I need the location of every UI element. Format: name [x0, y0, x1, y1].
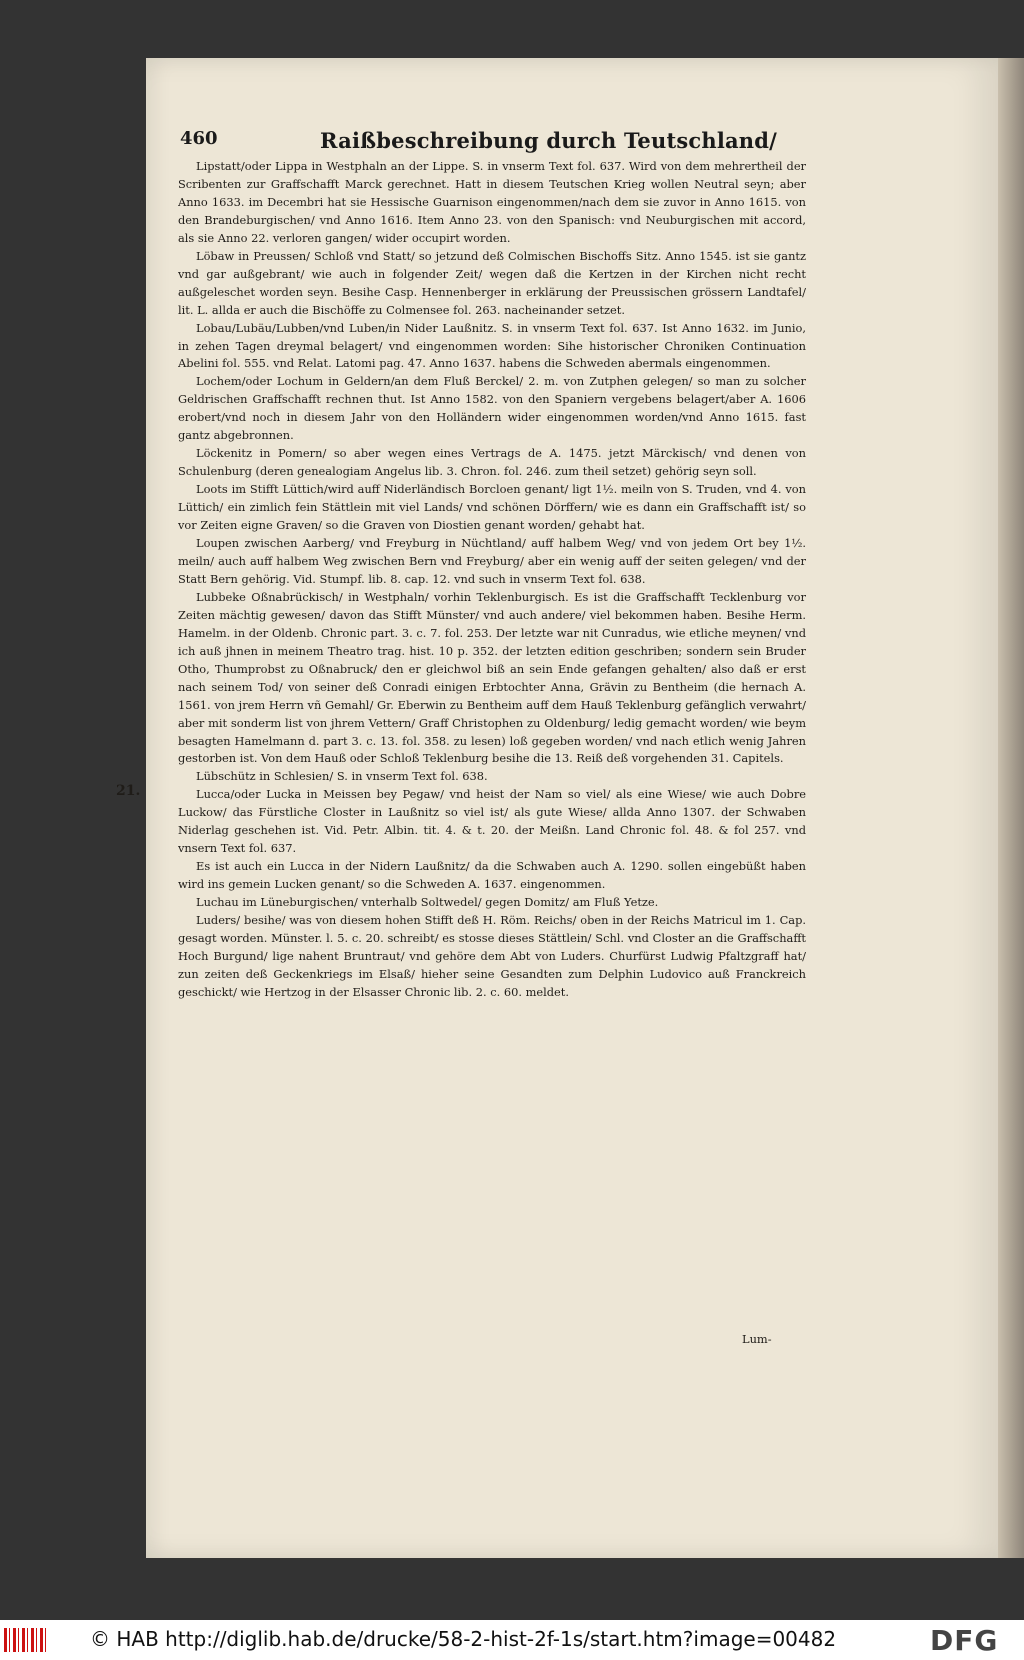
entry-luebschuetz: Lübschütz in Schlesien/ S. in vnserm Text fol. 638.: [196, 769, 488, 784]
running-title: Raißbeschreibung durch Teutschland/: [320, 128, 778, 153]
entry-loeckenitz: Löckenitz in Pomern/ so aber wegen eines Vertrags de A. 1475. jetzt Märckisch/ vnd denen von Schulenburg (deren genealogiam Angelus lib. 3. Chron. fol. 246. zum theil setzet) gehörig seyn soll.: [178, 446, 806, 479]
entry-lucca: Lucca/oder Lucka in Meissen bey Pegaw/ vnd heist der Nam so viel/ als eine Wiese/ wie auch Dobre Luckow/ das Fürstliche Closter in Laußnitz so viel ist/ als gute Wiese/ allda Anno 1307. der Schwaben Niderlag geschehen ist. Vid. Petr. Albin. tit. 4. & t. 20. der Meißn. Land Chronic fol. 48. & fol 257. vnd vnsern Text fol. 637.: [178, 787, 806, 856]
catchword: Lum-: [742, 1332, 772, 1346]
margin-note: 21.: [116, 783, 141, 799]
entry-luchau: Luchau im Lüneburgischen/ vnterhalb Soltwedel/ gegen Domitz/ am Fluß Yetze.: [196, 895, 659, 910]
entry-lochem: Lochem/oder Lochum in Geldern/an dem Fluß Berckel/ 2. m. von Zutphen gelegen/ so man zu solcher Geldrischen Graffschafft rechnen thut. Ist Anno 1582. von den Spaniern vergebens belagert/aber A. 1606 erobert/vnd noch in diesem Jahr von den Holländern wider eingenommen worden/vnd Anno 1615. fast gantz abgebronnen.: [178, 374, 806, 443]
source-url[interactable]: © HAB http://diglib.hab.de/drucke/58-2-hist-2f-1s/start.htm?image=00482: [90, 1627, 837, 1651]
entry-luders: Luders/ besihe/ was von diesem hohen Stifft deß H. Röm. Reichs/ oben in der Reichs Matricul im 1. Cap. gesagt worden. Münster. l. 5. c. 20. schreibt/ es stosse dieses Stättlein/ Schl. vnd Closter an die Graffschafft Hoch Burgund/ lige nahent Bruntraut/ vnd gehöre dem Abt von Luders. Churfürst Ludwig Pfaltzgraff hat/ zun zeiten deß Geckenkriegs im Elsaß/ hieher seine Gesandten zum Delphin Ludovico auß Franckreich geschickt/ wie Hertzog in der Elsasser Chronic lib. 2. c. 60. meldet.: [178, 913, 806, 999]
page-number: 460: [180, 128, 218, 149]
entry-lucca-lausnitz: Es ist auch ein Lucca in der Nidern Laußnitz/ da die Schwaben auch A. 1290. sollen eingebüßt haben wird ins gemein Lucken genant/ so die Schweden A. 1637. eingenommen.: [178, 859, 806, 892]
book-edge: [998, 58, 1024, 1558]
entry-lipstatt: Lipstatt/oder Lippa in Westphaln an der Lippe. S. in vnserm Text fol. 637. Wird von dem mehrertheil der Scribenten zur Graffschafft Marck gerechnet. Hatt in diesem Teutschen Krieg wollen Neutral seyn; aber Anno 1633. im Decembri hat sie Hessische Guarnison eingenommen/nach dem sie zuvor in Anno 1615. von den Brandeburgischen/ vnd Anno 1616. Item Anno 23. von den Spanisch: vnd Neuburgischen mit accord, als sie Anno 22. verloren gangen/ wider occupirt worden.: [178, 159, 806, 245]
entry-loebaw: Löbaw in Preussen/ Schloß vnd Statt/ so jetzund deß Colmischen Bischoffs Sitz. Anno 1545. ist sie gantz vnd gar außgebrant/ wie auch in folgender Zeit/ wegen daß die Kertzen in der Kirchen nicht recht außgeleschet worden seyn. Besihe Casp. Hennenberger in erklärung der Preussischen grössern Landtafel/ lit. L. allda er auch die Bischöffe zu Colmensee fol. 263. nacheinander setzet.: [178, 248, 806, 317]
viewer-footer: [0, 1620, 1024, 1660]
page-body: [178, 158, 806, 1353]
dfg-logo: DFG: [930, 1624, 999, 1657]
entry-lubbeke: Lubbeke Oßnabrückisch/ in Westphaln/ vorhin Teklenburgisch. Es ist die Graffschafft Tecklenburg vor Zeiten mächtig gewesen/ davon das Stifft Münster/ vnd auch andere/ viel bekommen haben. Besihe Herm. Hamelm. in der Oldenb. Chronic part. 3. c. 7. fol. 253. Der letzte war nit Cunradus, wie etliche meynen/ vnd ich auß jhnen in meinem Theatro trag. hist. 10 p. 352. der letzten edition geschriben; sondern sein Bruder Otho, Thumprobst zu Oßnabruck/ den er gleichwol biß an sein Ende gefangen gehalten/ also daß er erst nach seinem Tod/ von seiner deß Conradi einigen Erbtochter Anna, Grävin zu Bentheim (die hernach A. 1561. von jrem Herrn vñ Gemahl/ Gr. Eberwin zu Bentheim auff dem Hauß Teklenburg gefänglich verwahrt/ aber mit sonderm list von jhrem Vettern/ Graff Christophen zu Oldenburg/ ledig gemacht worden/ wie beym besagten Hamelmann d. part 3. c. 13. fol. 358. zu lesen) loß gegeben worden/ vnd nach etlich wenig Jahren gestorben ist. Von dem Hauß oder Schloß Teklenburg besihe die 13. Reiß deß vorgehenden 31. Capitels.: [178, 589, 806, 766]
entry-lobau: Lobau/Lubäu/Lubben/vnd Luben/in Nider Laußnitz. S. in vnserm Text fol. 637. Ist Anno 1632. im Junio, in zehen Tagen dreymal belagert/ vnd eingenommen worden: Sihe historischer Chroniken Continuation Abelini fol. 555. vnd Relat. Latomi pag. 47. Anno 1637. habens die Schweden abermals eingenommen.: [178, 320, 806, 371]
page-header: [180, 128, 800, 158]
entry-loots: Loots im Stifft Lüttich/wird auff Niderländisch Borcloen genant/ ligt 1½. meiln von S. Truden, vnd 4. von Lüttich/ ein zimlich fein Stättlein mit viel Lands/ vnd schönen Dörffern/ wie es dann ein Graffschafft ist/ so vor Zeiten eigne Graven/ so die Graven von Diostien genant worden/ gehabt hat.: [178, 482, 806, 533]
entry-loupen: Loupen zwischen Aarberg/ vnd Freyburg in Nüchtland/ auff halbem Weg/ vnd von jedem Ort bey 1½. meiln/ auch auff halbem Weg zwischen Bern vnd Freyburg/ aber ein wenig auff der seiten gelegen/ vnd der Statt Bern gehörig. Vid. Stumpf. lib. 8. cap. 12. vnd such in vnserm Text fol. 638.: [178, 536, 806, 586]
barcode-icon: [4, 1628, 48, 1652]
